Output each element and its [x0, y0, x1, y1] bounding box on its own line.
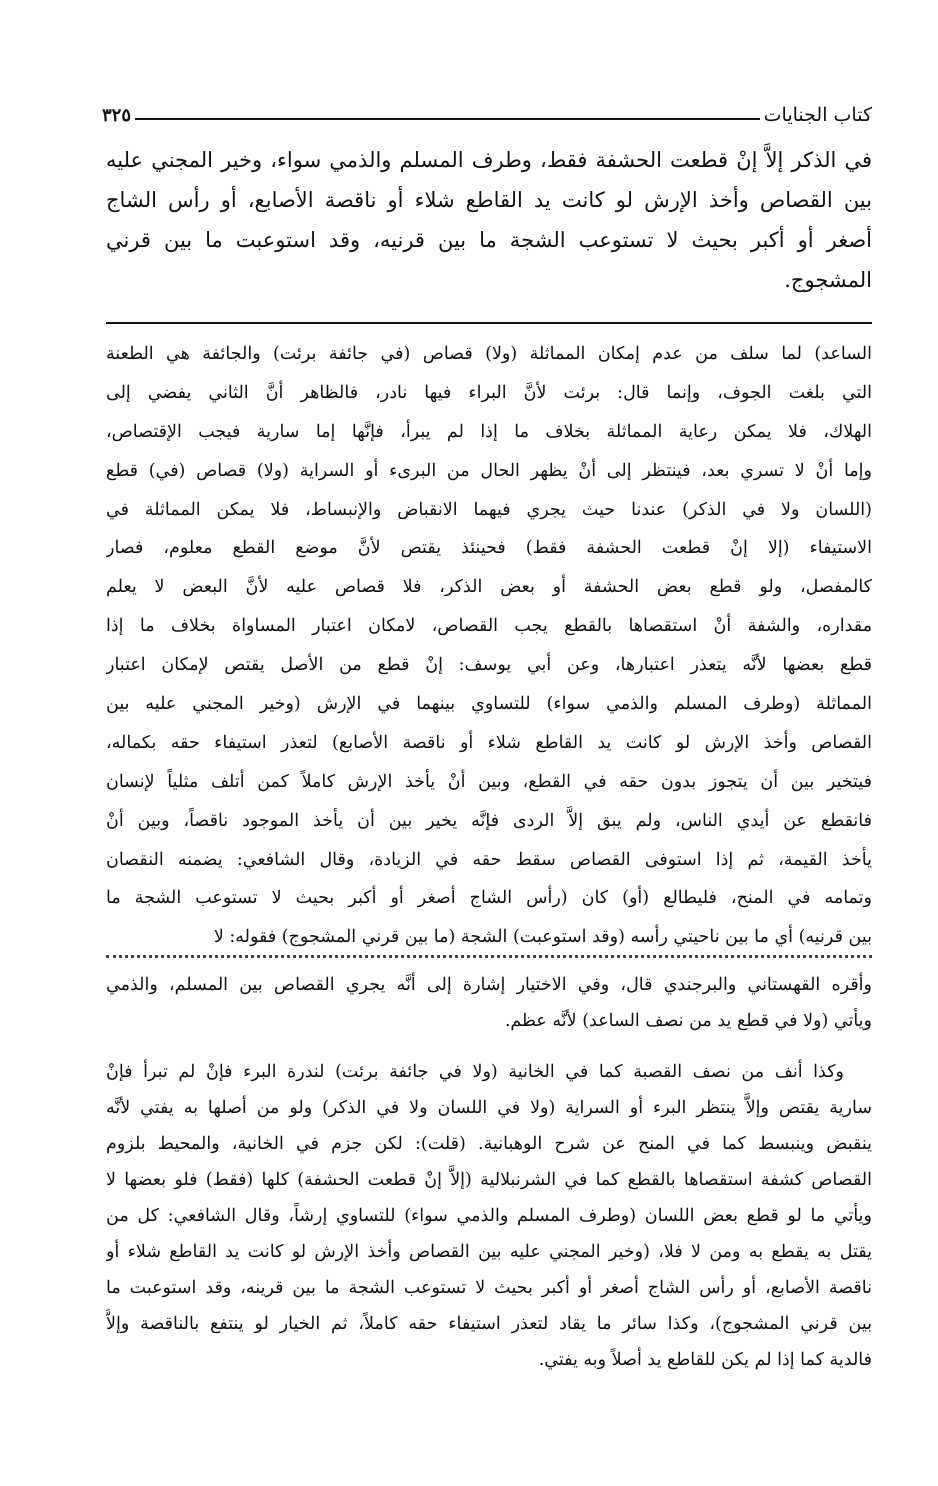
commentary	[106, 335, 872, 957]
text-line: بين قرني المشجوج)، وكذا سائر ما يقاد لتعذر استيفاء حقه كاملاً، ثم الخيار لو ينتفع بالناقصة وإلاَّ	[106, 1314, 872, 1334]
text-line: وأقره القهستاني والبرجندي قال، وفي الاختيار إشارة إلى أنَّه يجري القصاص بين المسلم، والذمي	[106, 975, 872, 995]
text-line: ينقبض وينبسط كما في المنح عن شرح الوهبانية. (قلت): لكن جزم في الخانية، والمحيط بلزوم	[106, 1134, 872, 1154]
text-line: ويأتي ما لو قطع بعض اللسان (وطرف المسلم والذمي سواء) للتساوي إرشاً، وقال الشافعي: كل من	[106, 1206, 872, 1226]
text-line: يقتل به يقطع به ومن لا فلا، (وخير المجني عليه بين القصاص وأخذ الإرش لو كانت يد القاطع شلاء أو	[106, 1242, 872, 1262]
page-number: ٣٢٥	[102, 105, 132, 126]
lower-note	[106, 967, 872, 1039]
main-text	[106, 140, 872, 300]
text-line: أصغر أو أكبر بحيث لا تستوعب الشجة ما بين قرنيه، وقد استوعبت ما بين قرني	[106, 228, 872, 252]
text-line: الاستيفاء (إلا إنْ قطعت الحشفة فقط) فحينئذ يقتص لأنَّ موضع القطع معلوم، فصار	[106, 538, 872, 559]
text-line: الساعد) لما سلف من عدم إمكان المماثلة (ولا) قصاص (في جائفة برئت) والجائفة هي الطعنة	[106, 344, 872, 364]
text-line: بين القصاص وأخذ الإرش لو كانت يد القاطع شلاء أو ناقصة الأصابع، أو رأس الشاج	[106, 188, 872, 212]
header-rule	[135, 118, 760, 120]
running-header	[102, 96, 872, 126]
tail-paragraph	[106, 1054, 872, 1378]
text-line: المشجوج.	[784, 268, 872, 292]
text-line: وتمامه في المنح، فليطالع (أو) كان (رأس الشاج أصغر أو أكبر بحيث لا تستوعب الشجة ما	[106, 888, 872, 909]
separator-rule	[106, 322, 872, 324]
text-line: فانقطع عن أيدي الناس، ولم يبق إلاَّ الردى فإنَّه يخير بين أن يأخذ الموجود ناقصاً، وبين أنْ	[106, 810, 872, 831]
text-line: الهلاك، فلا يمكن رعاية المماثلة بخلاف ما إذا لم يبرأ، فإنَّها إما سارية فيجب الإقتصاص،	[106, 421, 872, 442]
text-line: المماثلة (وطرف المسلم والذمي سواء) للتساوي بينهما في الإرش (وخير المجني عليه بين	[106, 694, 872, 715]
running-header-title: كتاب الجنايات	[763, 104, 872, 126]
text-line: التي بلغت الجوف، وإنما قال: برئت لأنَّ البراء فيها نادر، فالظاهر أنَّ الثاني يفضي إلى	[106, 382, 872, 403]
text-line: وكذا أنف من نصف القصبة كما في الخانية (ولا في جائفة برئت) لندرة البرء فإنْ لم تبرأ فإنْ	[106, 1062, 844, 1082]
text-line: يأخذ القيمة، ثم إذا استوفى القصاص سقط حقه في الزيادة، وقال الشافعي: يضمنه النقصان	[106, 849, 872, 870]
text-line: قطع بعضها لأنَّه يتعذر اعتبارها، وعن أبي يوسف: إنْ قطع من الأصل يقتص لإمكان اعتبار	[106, 655, 872, 676]
text-line: سارية يقتص وإلاَّ ينتظر البرء أو السراية (ولا في اللسان ولا في الذكر) ولو من أصلها به يفتي لأنَّه	[106, 1098, 872, 1118]
text-line: كالمفصل، ولو قطع بعض الحشفة أو بعض الذكر، فلا قصاص عليه لأنَّ البعض لا يعلم	[106, 577, 872, 598]
text-line: فيتخير بين أن يتجوز بدون حقه في القطع، وبين أنْ يأخذ الإرش كاملاً كمن أتلف مثلياً لإنسان	[106, 771, 872, 792]
text-line: ناقصة الأصابع، أو رأس الشاج أصغر أو أكبر بحيث لا تستوعب الشجة ما بين قرينه، وقد استوعبت ما	[106, 1278, 872, 1298]
dotted-separator	[106, 955, 872, 958]
text-line: في الذكر إلاَّ إنْ قطعت الحشفة فقط، وطرف المسلم والذمي سواء، وخير المجني عليه	[106, 148, 872, 172]
text-line: فالدية كما إذا لم يكن للقاطع يد أصلاً وبه يفتي.	[538, 1350, 872, 1370]
text-line: القصاص كشفة استقصاها بالقطع كما في الشرنبلالية (إلاَّ إنْ قطعت الحشفة) كلها (فقط) فلو بعضها لا	[106, 1170, 872, 1190]
text-line: ويأتي (ولا في قطع يد من نصف الساعد) لأنَّه عظم.	[504, 1011, 872, 1031]
text-line: وإما أنْ لا تسري بعد، فينتظر إلى أنْ يظهر الحال من البرىء أو السراية (ولا) قصاص (في) قطع	[106, 460, 872, 481]
text-line: مقداره، والشفة أنْ استقصاها بالقطع يجب القصاص، لامكان اعتبار المساواة بخلاف ما إذا	[106, 616, 872, 637]
text-line: القصاص وأخذ الإرش لو كانت يد القاطع شلاء أو ناقصة الأصابع) لتعذر استيفاء حقه بكماله،	[106, 732, 872, 753]
text-line: (اللسان ولا في الذكر) عندنا حيث يجري فيهما الانقباض والإنبساط، فلا يمكن المماثلة في	[106, 499, 872, 520]
text-line: بين قرنيه) أي ما بين ناحيتي رأسه (وقد استوعبت) الشجة (ما بين قرني المشجوج) فقوله: لا	[213, 927, 872, 948]
